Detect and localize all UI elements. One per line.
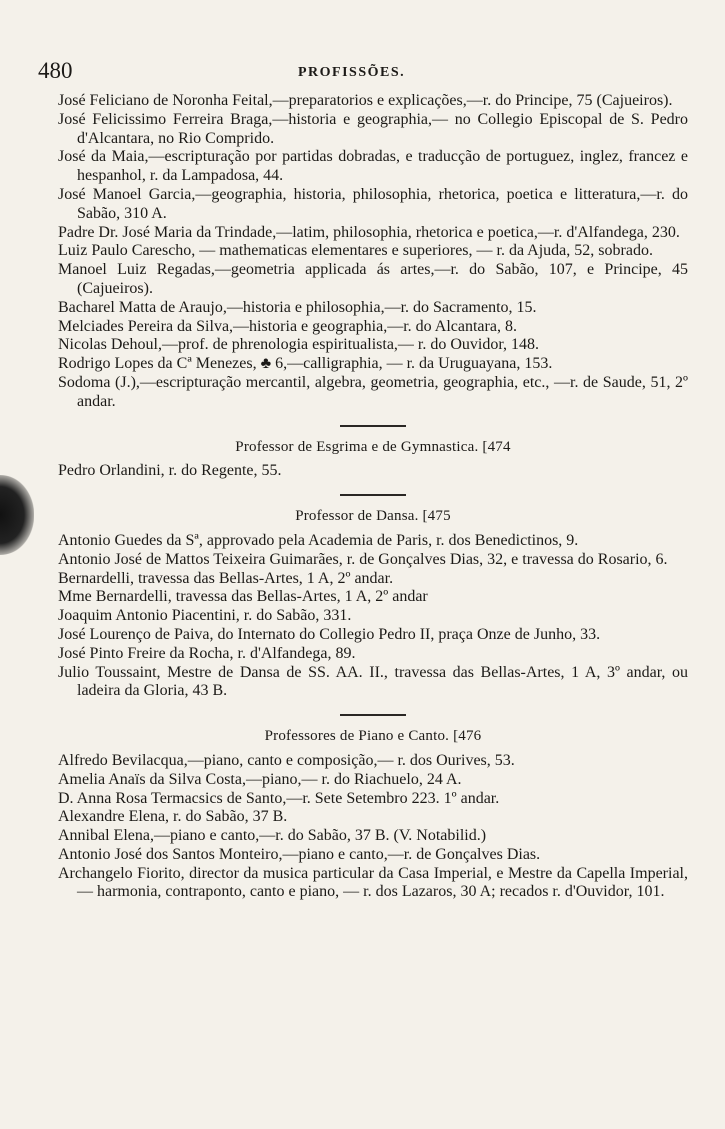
- section-piano-singing: [58, 714, 688, 902]
- page-header: [38, 58, 688, 88]
- list-item: José Feliciano de Noronha Feital,—preparatorios e explicações,—r. do Principe, 75 (Cajueiros).: [58, 92, 673, 109]
- section-divider: [340, 714, 406, 716]
- page-stain: [0, 475, 34, 555]
- list-item: Mme Bernardelli, travessa das Bellas-Artes, 1 A, 2º andar: [58, 588, 428, 606]
- list-item: José Lourenço de Paiva, do Internato do Collegio Pedro II, praça Onze de Junho, 33.: [58, 625, 601, 643]
- list-item: Alfredo Bevilacqua,—piano, canto e composição,— r. dos Ourives, 53.: [58, 751, 515, 769]
- list-item: Manoel Luiz Regadas,—geometria applicada ás artes,—r. do Sabão, 107, e Principe, 45 (Cajueiros).: [58, 261, 688, 297]
- section-heading: Professores de Piano e Canto. [476: [264, 728, 482, 745]
- list-item: Padre Dr. José Maria da Trindade,—latim, philosophia, rhetorica e poetica,—r. d'Alfandega, 230.: [58, 223, 680, 241]
- section-dance: [58, 494, 688, 701]
- page-number: 480: [38, 58, 73, 83]
- section-fencing-gymnastics: [58, 425, 688, 482]
- list-item: Nicolas Dehoul,—prof. de phrenologia espiritualista,— r. do Ouvidor, 148.: [58, 336, 540, 354]
- list-item: Antonio José de Mattos Teixeira Guimarães, r. de Gonçalves Dias, 32, e travessa do Rosario, 6.: [58, 550, 668, 568]
- list-item: Antonio Guedes da Sª, approvado pela Academia de Paris, r. dos Benedictinos, 9.: [58, 531, 579, 549]
- section-divider: [340, 425, 406, 427]
- list-item: Pedro Orlandini, r. do Regente, 55.: [58, 462, 282, 480]
- list-item: Bacharel Matta de Araujo,—historia e philosophia,—r. do Sacramento, 15.: [58, 298, 537, 316]
- list-item: Alexandre Elena, r. do Sabão, 37 B.: [58, 808, 288, 826]
- list-item: Joaquim Antonio Piacentini, r. do Sabão, 331.: [58, 607, 352, 625]
- list-item: Annibal Elena,—piano e canto,—r. do Sabão, 37 B. (V. Notabilid.): [58, 827, 487, 845]
- list-item: Rodrigo Lopes da Cª Menezes, ♣ 6,—calligraphia, — r. da Uruguayana, 153.: [58, 355, 553, 373]
- list-item: Melciades Pereira da Silva,—historia e geographia,—r. do Alcantara, 8.: [58, 317, 517, 335]
- running-title: PROFISSÕES.: [298, 65, 406, 80]
- list-item: José Pinto Freire da Rocha, r. d'Alfandega, 89.: [58, 644, 356, 662]
- list-item: Julio Toussaint, Mestre de Dansa de SS. AA. II., travessa das Bellas-Artes, 1 A, 3º andar, ou ladeira da Gloria, 43 B.: [58, 663, 688, 700]
- list-item: Amelia Anaïs da Silva Costa,—piano,— r. do Riachuelo, 24 A.: [58, 770, 462, 788]
- list-item: José da Maia,—escripturação por partidas dobradas, e traducção de portuguez, inglez, francez e hespanhol, r. da Lampadosa, 44.: [58, 148, 688, 185]
- list-item: José Manoel Garcia,—geographia, historia, philosophia, rhetorica, poetica e litteratura,—r. do Sabão, 310 A.: [58, 185, 688, 222]
- list-item: D. Anna Rosa Termacsics de Santo,—r. Sete Setembro 223. 1º andar.: [58, 789, 500, 807]
- list-item: Archangelo Fiorito, director da musica particular da Casa Imperial, e Mestre da Capella Imperial, — harmonia, contraponto, canto e piano, — r. dos Lazaros, 30 A; recados r. d'Ouvidor, 101.: [58, 864, 688, 901]
- list-item: Sodoma (J.),—escripturação mercantil, algebra, geometria, geographia, etc., —r. de Saude, 51, 2º andar.: [58, 373, 688, 410]
- section-heading: Professor de Dansa. [475: [295, 508, 451, 525]
- list-item: Luiz Paulo Carescho, — mathematicas elementares e superiores, — r. da Ajuda, 52, sobrado.: [58, 242, 653, 260]
- section-general-professors: [58, 92, 688, 412]
- list-item: Bernardelli, travessa das Bellas-Artes, 1 A, 2º andar.: [58, 569, 394, 587]
- list-item: José Felicissimo Ferreira Braga,—historia e geographia,— no Collegio Episcopal de S. Pedro d'Alcantara, no Rio Comprido.: [58, 110, 688, 147]
- section-divider: [340, 494, 406, 496]
- section-heading: Professor de Esgrima e de Gymnastica. [474: [235, 438, 511, 455]
- list-item: Antonio José dos Santos Monteiro,—piano e canto,—r. de Gonçalves Dias.: [58, 845, 541, 863]
- page-content: [58, 92, 688, 902]
